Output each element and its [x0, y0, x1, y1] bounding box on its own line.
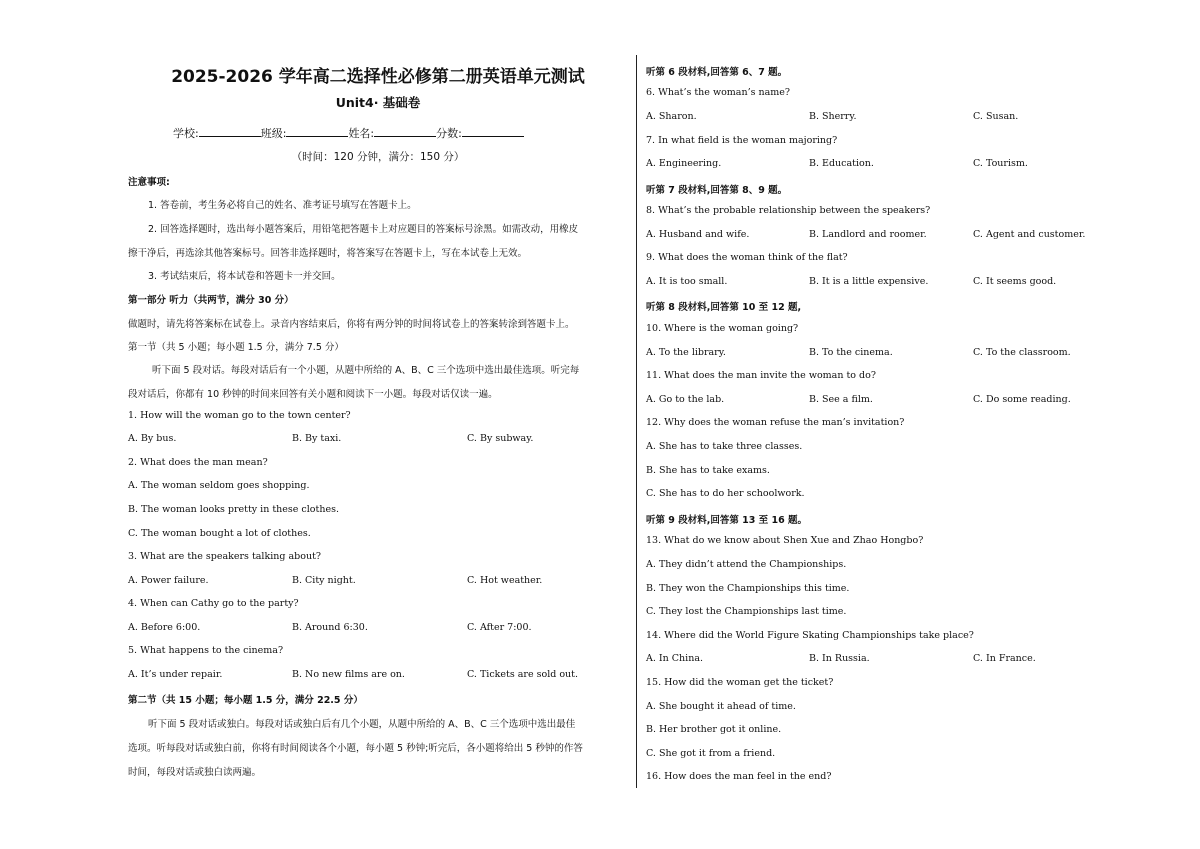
- question-4: 4. When can Cathy go to the party?: [128, 598, 299, 609]
- q3-option-a[interactable]: A. Power failure.: [128, 575, 209, 586]
- q10-option-a[interactable]: A. To the library.: [646, 347, 726, 358]
- notice-item-1: 1. 答卷前，考生务必将自己的姓名、准考证号填写在答题卡上。: [148, 200, 417, 211]
- q7-option-c[interactable]: C. Tourism.: [973, 158, 1028, 169]
- question-5: 5. What happens to the cinema?: [128, 645, 284, 656]
- class-label: 班级:: [260, 127, 287, 140]
- question-15: 15. How did the woman get the ticket?: [646, 677, 834, 688]
- q2-option-b[interactable]: B. The woman looks pretty in these clothes.: [128, 504, 339, 515]
- q15-option-c[interactable]: C. She got it from a friend.: [646, 748, 776, 759]
- notice-item-3: 3. 考试结束后，将本试卷和答题卡一并交回。: [148, 271, 341, 282]
- class-blank: [286, 127, 348, 137]
- material-8-heading: 听第 8 段材料,回答第 10 至 12 题,: [646, 302, 802, 313]
- q12-option-b[interactable]: B. She has to take exams.: [646, 465, 770, 476]
- name-blank: [374, 127, 436, 137]
- q4-option-c[interactable]: C. After 7:00.: [467, 622, 532, 633]
- section2-instructions-2: 选项。听每段对话或独白前，你将有时间阅读各个小题，每小题 5 秒钟;听完后，各小题将给出 5 秒钟的作答: [128, 743, 583, 754]
- q6-option-a[interactable]: A. Sharon.: [646, 111, 697, 122]
- q4-option-b[interactable]: B. Around 6:30.: [292, 622, 368, 633]
- section2-instructions-3: 时间，每段对话或独白读两遍。: [128, 767, 262, 778]
- time-info: （时间：120 分钟，满分：150 分）: [291, 151, 465, 163]
- q13-option-c[interactable]: C. They lost the Championships last time.: [646, 606, 847, 617]
- question-10: 10. Where is the woman going?: [646, 323, 799, 334]
- q6-option-c[interactable]: C. Susan.: [973, 111, 1019, 122]
- q11-option-c[interactable]: C. Do some reading.: [973, 394, 1071, 405]
- section2-heading: 第二节（共 15 小题；每小题 1.5 分，满分 22.5 分）: [128, 695, 363, 706]
- section2-instructions-1: 听下面 5 段对话或独白。每段对话或独白后有几个小题，从题中所给的 A、B、C 三个选项中选出最佳: [148, 719, 576, 730]
- q15-option-b[interactable]: B. Her brother got it online.: [646, 724, 782, 735]
- student-info-fields: [173, 125, 524, 141]
- material-7-heading: 听第 7 段材料,回答第 8、9 题。: [646, 185, 788, 196]
- exam-subtitle: Unit4· 基础卷: [335, 95, 421, 110]
- q13-option-a[interactable]: A. They didn’t attend the Championships.: [646, 559, 847, 570]
- q9-option-b[interactable]: B. It is a little expensive.: [809, 276, 929, 287]
- notice-item-2: 2. 回答选择题时，选出每小题答案后，用铅笔把答题卡上对应题目的答案标号涂黑。如需改动，用橡皮: [148, 224, 579, 235]
- q3-option-b[interactable]: B. City night.: [292, 575, 356, 586]
- q11-option-b[interactable]: B. See a film.: [809, 394, 873, 405]
- q9-option-c[interactable]: C. It seems good.: [973, 276, 1057, 287]
- q5-option-c[interactable]: C. Tickets are sold out.: [467, 669, 579, 680]
- q8-option-a[interactable]: A. Husband and wife.: [646, 229, 750, 240]
- q1-option-b[interactable]: B. By taxi.: [292, 433, 342, 444]
- q7-option-b[interactable]: B. Education.: [809, 158, 874, 169]
- q6-option-b[interactable]: B. Sherry.: [809, 111, 857, 122]
- score-blank: [462, 127, 524, 137]
- score-label: 分数:: [436, 127, 462, 140]
- material-9-heading: 听第 9 段材料,回答第 13 至 16 题。: [646, 515, 808, 526]
- section1-instructions-2: 段对话后，你都有 10 秒钟的时间来回答有关小题和阅读下一小题。每段对话仅读一遍。: [128, 389, 498, 400]
- q7-option-a[interactable]: A. Engineering.: [646, 158, 722, 169]
- question-3: 3. What are the speakers talking about?: [128, 551, 321, 562]
- question-6: 6. What’s the woman’s name?: [646, 87, 791, 98]
- school-blank: [199, 127, 261, 137]
- q14-option-b[interactable]: B. In Russia.: [809, 653, 870, 664]
- part1-intro: 做题时，请先将答案标在试卷上。录音内容结束后，你将有两分钟的时间将试卷上的答案转涂到答题卡上。: [128, 319, 575, 330]
- q14-option-a[interactable]: A. In China.: [646, 653, 704, 664]
- question-8: 8. What’s the probable relationship between the speakers?: [646, 205, 931, 216]
- exam-title: 2025-2026 学年高二选择性必修第二册英语单元测试: [171, 67, 585, 87]
- question-7: 7. In what field is the woman majoring?: [646, 135, 838, 146]
- section1-heading: 第一节（共 5 小题；每小题 1.5 分，满分 7.5 分）: [128, 342, 344, 353]
- question-11: 11. What does the man invite the woman to do?: [646, 370, 876, 381]
- q1-option-a[interactable]: A. By bus.: [128, 433, 177, 444]
- q4-option-a[interactable]: A. Before 6:00.: [128, 622, 201, 633]
- q5-option-b[interactable]: B. No new films are on.: [292, 669, 405, 680]
- question-2: 2. What does the man mean?: [128, 457, 268, 468]
- q9-option-a[interactable]: A. It is too small.: [646, 276, 728, 287]
- part1-heading: 第一部分 听力（共两节，满分 30 分）: [128, 295, 294, 306]
- q8-option-c[interactable]: C. Agent and customer.: [973, 229, 1086, 240]
- q15-option-a[interactable]: A. She bought it ahead of time.: [646, 701, 796, 712]
- q5-option-a[interactable]: A. It’s under repair.: [128, 669, 223, 680]
- q14-option-c[interactable]: C. In France.: [973, 653, 1036, 664]
- question-14: 14. Where did the World Figure Skating Championships take place?: [646, 630, 974, 641]
- question-9: 9. What does the woman think of the flat?: [646, 252, 848, 263]
- q13-option-b[interactable]: B. They won the Championships this time.: [646, 583, 850, 594]
- q2-option-a[interactable]: A. The woman seldom goes shopping.: [128, 480, 310, 491]
- q2-option-c[interactable]: C. The woman bought a lot of clothes.: [128, 528, 311, 539]
- q10-option-c[interactable]: C. To the classroom.: [973, 347, 1071, 358]
- question-12: 12. Why does the woman refuse the man’s invitation?: [646, 417, 905, 428]
- q10-option-b[interactable]: B. To the cinema.: [809, 347, 893, 358]
- column-divider: [636, 55, 637, 788]
- question-16: 16. How does the man feel in the end?: [646, 771, 832, 782]
- q3-option-c[interactable]: C. Hot weather.: [467, 575, 543, 586]
- question-1: 1. How will the woman go to the town center?: [128, 410, 351, 421]
- school-label: 学校:: [173, 127, 199, 140]
- q12-option-c[interactable]: C. She has to do her schoolwork.: [646, 488, 805, 499]
- q1-option-c[interactable]: C. By subway.: [467, 433, 534, 444]
- notice-item-2-cont: 擦干净后，再选涂其他答案标号。回答非选择题时，将答案写在答题卡上，写在本试卷上无效。: [128, 248, 528, 259]
- section1-instructions-1: 听下面 5 段对话。每段对话后有一个小题，从题中所给的 A、B、C 三个选项中选出最佳选项。听完每: [152, 365, 580, 376]
- name-label: 姓名:: [348, 127, 375, 140]
- notice-heading: 注意事项:: [128, 177, 170, 188]
- q8-option-b[interactable]: B. Landlord and roomer.: [809, 229, 927, 240]
- material-6-heading: 听第 6 段材料,回答第 6、7 题。: [646, 67, 788, 78]
- question-13: 13. What do we know about Shen Xue and Zhao Hongbo?: [646, 535, 924, 546]
- q12-option-a[interactable]: A. She has to take three classes.: [646, 441, 803, 452]
- q11-option-a[interactable]: A. Go to the lab.: [646, 394, 725, 405]
